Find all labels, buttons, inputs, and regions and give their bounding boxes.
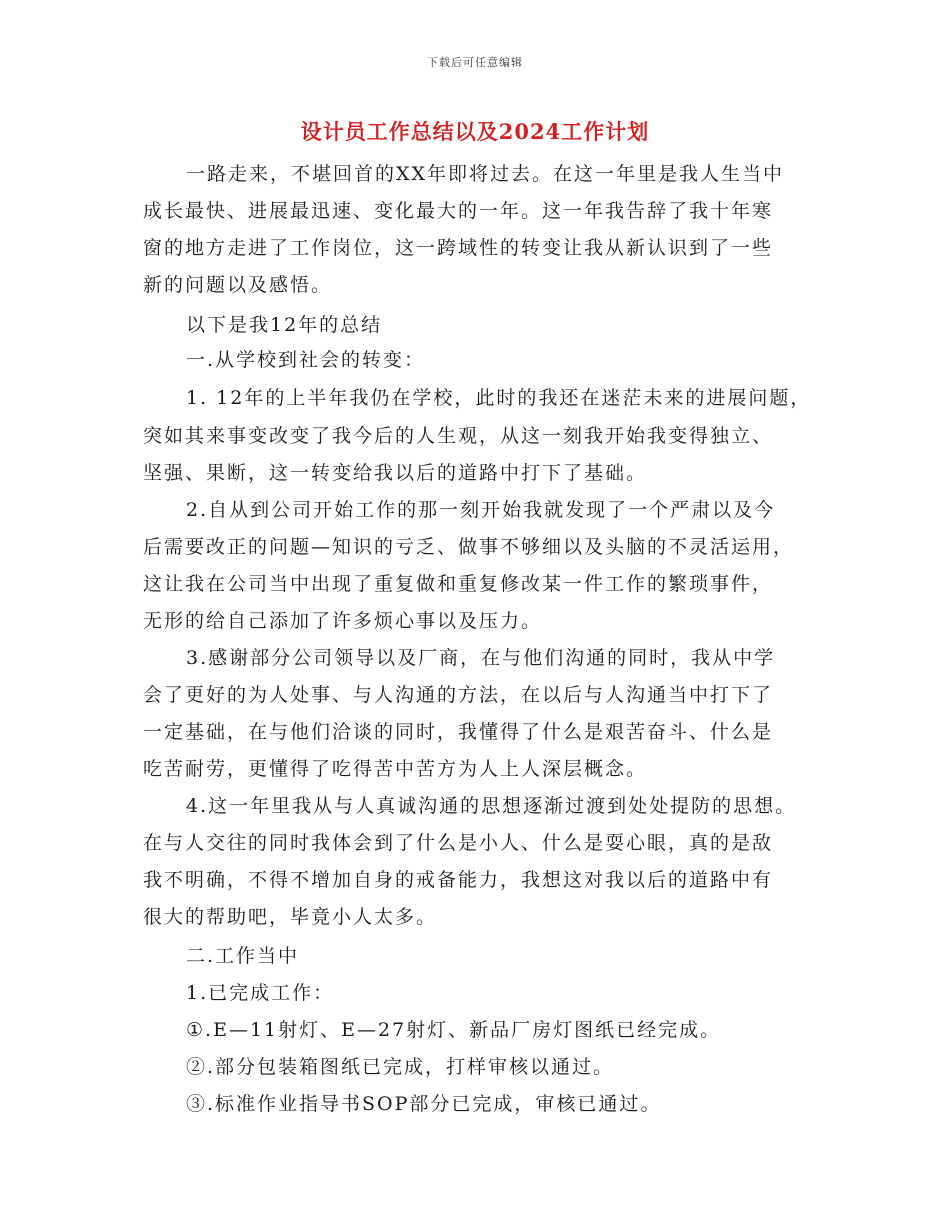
section-heading: 二.工作当中 <box>186 945 300 967</box>
list-item: ③.标准作业指导书SOP部分已完成，审核已通过。 <box>186 1093 662 1115</box>
paragraph-line: 后需要改正的问题—知识的亏乏、做事不够细以及头脑的不灵活运用， <box>143 536 795 558</box>
paragraph-line: 突如其来事变改变了我今后的人生观，从这一刻我开始我变得独立、 <box>143 425 774 447</box>
list-item: ①.E—11射灯、E—27射灯、新品厂房灯图纸已经完成。 <box>186 1019 722 1041</box>
paragraph-line: 成长最快、进展最迅速、变化最大的一年。这一年我告辞了我十年寒 <box>143 200 774 222</box>
paragraph-line: 很大的帮助吧，毕竟小人太多。 <box>143 906 438 928</box>
header-note: 下载后可任意编辑 <box>427 56 523 69</box>
paragraph-line: 在与人交往的同时我体会到了什么是小人、什么是耍心眼，真的是敌 <box>143 832 774 854</box>
paragraph-line: 窗的地方走进了工作岗位，这一跨域性的转变让我从新认识到了一些 <box>143 237 774 259</box>
paragraph-line: 1.已完成工作： <box>186 982 335 1004</box>
list-item: ②.部分包装箱图纸已完成，打样审核以通过。 <box>186 1056 615 1078</box>
paragraph-line: 吃苦耐劳，更懂得了吃得苦中苦方为人上人深层概念。 <box>143 758 648 780</box>
paragraph-line: 这让我在公司当中出现了重复做和重复修改某一件工作的繁琐事件， <box>143 573 774 595</box>
section-heading: 一.从学校到社会的转变： <box>186 349 426 371</box>
document-title: 设计员工作总结以及2024工作计划 <box>300 119 650 144</box>
paragraph-line: 无形的给自己添加了许多烦心事以及压力。 <box>143 610 543 632</box>
paragraph-line: 3.感谢部分公司领导以及厂商，在与他们沟通的同时，我从中学 <box>186 647 776 669</box>
paragraph-line: 4.这一年里我从与人真诚沟通的思想逐渐过渡到处处提防的思想。 <box>186 795 797 817</box>
paragraph-line: 坚强、果断，这一转变给我以后的道路中打下了基础。 <box>143 462 648 484</box>
paragraph-line: 1. 12年的上半年我仍在学校，此时的我还在迷茫未来的进展问题， <box>186 387 812 409</box>
paragraph-line: 新的问题以及感悟。 <box>143 274 333 296</box>
paragraph-line: 一定基础，在与他们洽谈的同时，我懂得了什么是艰苦奋斗、什么是 <box>143 721 774 743</box>
paragraph-line: 一路走来，不堪回首的XX年即将过去。在这一年里是我人生当中 <box>186 163 785 185</box>
paragraph-line: 会了更好的为人处事、与人沟通的方法，在以后与人沟通当中打下了 <box>143 684 774 706</box>
paragraph-line: 我不明确，不得不增加自身的戒备能力，我想这对我以后的道路中有 <box>143 869 774 891</box>
paragraph-line: 2.自从到公司开始工作的那一刻开始我就发现了一个严肃以及今 <box>186 499 776 521</box>
paragraph-line: 以下是我12年的总结 <box>186 314 383 336</box>
